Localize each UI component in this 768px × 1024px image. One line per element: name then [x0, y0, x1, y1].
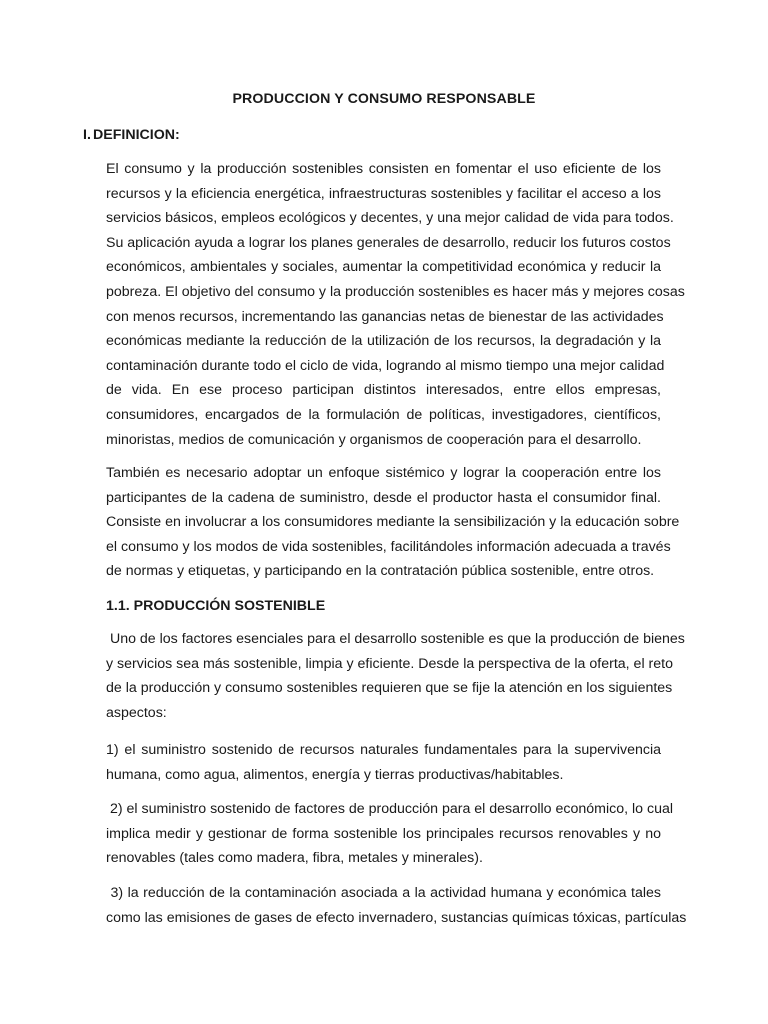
text-line: 2) el suministro sostenido de factores de producción para el desarrollo económico, lo cual — [106, 801, 674, 817]
text-line: económicas mediante la reducción de la utilización de los recursos, la degradación y la — [106, 333, 661, 350]
paragraph-enfoque-sistemico — [106, 461, 680, 584]
text-line: implica medir y gestionar de forma sostenible los principales recursos renovables y no — [106, 825, 661, 842]
document-title: PRODUCCION Y CONSUMO RESPONSABLE — [232, 91, 536, 107]
paragraph-aspecto-1 — [106, 738, 661, 787]
paragraph-aspecto-3 — [106, 881, 687, 930]
text-line: minoristas, medios de comunicación y organismos de cooperación para el desarrollo. — [106, 431, 642, 448]
text-line: de la producción y consumo sostenibles requieren que se fije la atención en los siguientes — [106, 680, 673, 697]
text-line: Su aplicación ayuda a lograr los planes generales de desarrollo, reducir los futuros costos — [106, 234, 671, 251]
section-heading-definicion — [83, 125, 180, 145]
paragraph-definicion — [106, 157, 685, 452]
text-line: y servicios sea más sostenible, limpia y eficiente. Desde la perspectiva de la oferta, el reto — [106, 655, 673, 672]
text-line: de vida. En ese proceso participan distintos interesados, entre ellos empresas, — [106, 382, 661, 399]
text-line: económicos, ambientales y sociales, aumentar la competitividad económica y reducir la — [106, 259, 661, 276]
text-line: 1) el suministro sostenido de recursos naturales fundamentales para la supervivencia — [106, 742, 661, 758]
section-number: I. — [83, 127, 91, 143]
text-line: También es necesario adoptar un enfoque sistémico y lograr la cooperación entre los — [106, 465, 661, 481]
text-line: renovables (tales como madera, fibra, metales y minerales). — [106, 850, 483, 867]
text-line: participantes de la cadena de suministro, desde el productor hasta el consumidor final. — [106, 489, 661, 506]
text-line: el consumo y los modos de vida sostenibles, facilitándoles información adecuada a través — [106, 538, 671, 555]
section-heading-produccion-sostenible: 1.1. PRODUCCIÓN SOSTENIBLE — [106, 598, 326, 614]
text-line: Uno de los factores esenciales para el desarrollo sostenible es que la producción de bienes — [106, 631, 685, 647]
section-heading-text: DEFINICION: — [93, 127, 180, 143]
text-line: recursos y la eficiencia energética, infraestructuras sostenibles y facilitar el acceso a los — [106, 185, 661, 202]
text-line: con menos recursos, incrementando las ganancias netas de bienestar de las actividades — [106, 308, 664, 325]
text-line: contaminación durante todo el ciclo de vida, logrando al mismo tiempo una mejor calidad — [106, 357, 665, 374]
paragraph-factores-esenciales — [106, 627, 685, 725]
text-line: aspectos: — [106, 704, 167, 721]
text-line: humana, como agua, alimentos, energía y tierras productivas/habitables. — [106, 766, 564, 783]
text-line: El consumo y la producción sostenibles consisten en fomentar el uso eficiente de los — [106, 161, 661, 177]
text-line: 3) la reducción de la contaminación asociada a la actividad humana y económica tales — [106, 885, 661, 901]
text-line: de normas y etiquetas, y participando en la contratación pública sostenible, entre otros. — [106, 563, 655, 580]
text-line: como las emisiones de gases de efecto invernadero, sustancias químicas tóxicas, partículas — [106, 909, 687, 926]
paragraph-aspecto-2 — [106, 797, 674, 871]
text-line: servicios básicos, empleos ecológicos y decentes, y una mejor calidad de vida para todos. — [106, 210, 674, 227]
text-line: consumidores, encargados de la formulación de políticas, investigadores, científicos, — [106, 406, 661, 423]
text-line: pobreza. El objetivo del consumo y la producción sostenibles es hacer más y mejores cosas — [106, 283, 685, 300]
text-line: Consiste en involucrar a los consumidores mediante la sensibilización y la educación sobre — [106, 514, 680, 531]
